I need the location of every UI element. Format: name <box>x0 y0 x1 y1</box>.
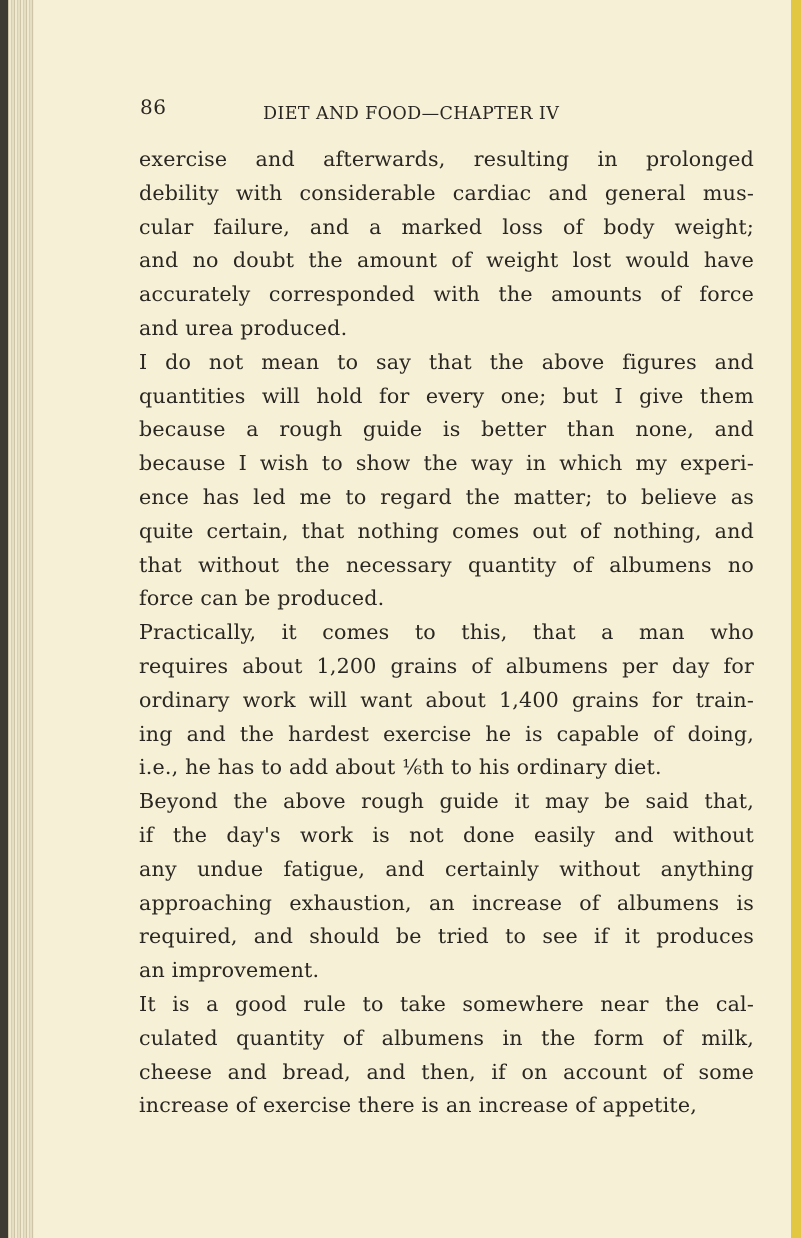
text-line: culated quantity of albumens in the form of milk, <box>139 1025 754 1050</box>
text-line: ordinary work will want about 1,400 grains for train- <box>139 687 754 712</box>
text-line: because a rough guide is better than none, and <box>139 417 754 442</box>
text-line: i.e., he has to add about ⅙th to his ordinary diet. <box>139 755 662 780</box>
text-line: quantities will hold for every one; but I give them <box>139 383 754 408</box>
text-line: any undue fatigue, and certainly without anything <box>139 856 754 881</box>
text-line: and urea produced. <box>139 315 348 340</box>
text-line: cular failure, and a marked loss of body weight; <box>139 214 754 239</box>
text-line: increase of exercise there is an increase of appetite, <box>139 1093 697 1118</box>
text-line: quite certain, that nothing comes out of nothing, and <box>139 518 754 543</box>
text-line: debility with considerable cardiac and general mus- <box>139 180 754 205</box>
text-line: an improvement. <box>139 958 320 983</box>
body-text <box>139 143 754 1123</box>
page-number: 86 <box>140 95 167 119</box>
text-line: that without the necessary quantity of albumens no <box>139 552 754 577</box>
page-header <box>140 95 740 135</box>
text-line: required, and should be tried to see if it produces <box>139 924 754 949</box>
text-line: ing and the hardest exercise he is capable of doing, <box>139 721 754 746</box>
page-right-edge <box>791 0 801 1238</box>
text-line: I do not mean to say that the above figures and <box>139 349 754 374</box>
text-line: Practically, it comes to this, that a man who <box>139 620 754 645</box>
text-line: Beyond the above rough guide it may be said that, <box>139 789 754 814</box>
text-line: approaching exhaustion, an increase of albumens is <box>139 890 754 915</box>
text-line: force can be produced. <box>139 586 385 611</box>
text-line: It is a good rule to take somewhere near the cal- <box>139 991 754 1016</box>
text-line: because I wish to show the way in which my experi- <box>139 451 754 476</box>
text-line: requires about 1,200 grains of albumens per day for <box>139 653 754 678</box>
running-head: DIET AND FOOD—CHAPTER IV <box>263 104 560 124</box>
text-line: accurately corresponded with the amounts of force <box>139 282 754 307</box>
text-line: exercise and afterwards, resulting in prolonged <box>139 147 754 171</box>
text-line: cheese and bread, and then, if on account of some <box>139 1059 754 1084</box>
text-line: ence has led me to regard the matter; to believe as <box>139 484 754 509</box>
text-line: if the day's work is not done easily and without <box>139 822 754 847</box>
binding-shadow <box>0 0 8 1238</box>
text-line: and no doubt the amount of weight lost would have <box>139 248 754 273</box>
